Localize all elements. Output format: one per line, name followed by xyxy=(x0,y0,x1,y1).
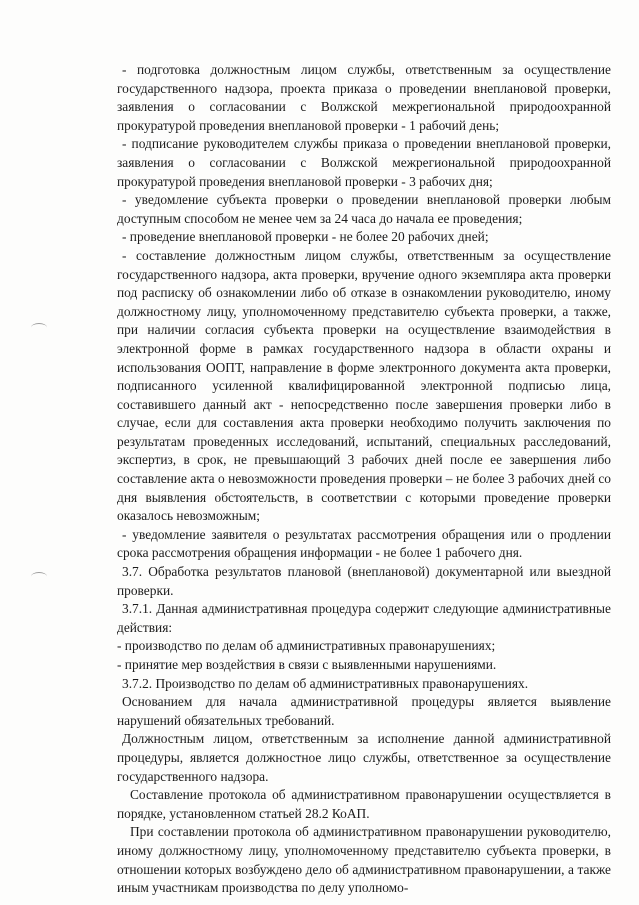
paragraph: Основанием для начала административной процедуры является выявление нарушений обязательных требований. xyxy=(117,694,611,728)
margin-scan-mark xyxy=(31,572,47,581)
paragraph: Составление протокола об административном правонарушении осуществляется в порядке, установленном статьей 28.2 КоАП. xyxy=(117,787,611,821)
paragraph: 3.7. Обработка результатов плановой (внеплановой) документарной или выездной проверки. xyxy=(117,564,611,598)
paragraph: - уведомление субъекта проверки о проведении внеплановой проверки любым доступным способом не менее чем за 24 часа до начала ее проведения; xyxy=(117,192,611,226)
paragraph: - подготовка должностным лицом службы, ответственным за осуществление государственного надзора, проекта приказа о проведении внеплановой проверки, заявления о согласовании с Волжской межрегиональной природоохранной прокуратурой проведения внеплановой проверки - 1 рабочий день; xyxy=(117,62,611,133)
paragraph: - подписание руководителем службы приказа о проведении внеплановой проверки, заявления о согласовании с Волжской межрегиональной природоохранной прокуратурой проведения внеплановой проверки - 3 рабочих дня; xyxy=(117,136,611,189)
paragraph: При составлении протокола об административном правонарушении руководителю, иному должностному лицу, уполномоченному представителю субъекта проверки, в отношении которых возбуждено дело об административном правонарушении, а также иным участникам производства по делу уполномо- xyxy=(117,824,611,896)
paragraph: - принятие мер воздействия в связи с выявленными нарушениями. xyxy=(117,657,497,672)
paragraph: - составление должностным лицом службы, ответственным за осуществление государственного надзора, акта проверки, вручение одного экземпляра акта проверки под расписку об ознакомлении либо об отказе в ознакомлении руководителю, иному должностному лицу, уполномоченному представителю субъекта проверки, а также, при наличии согласия субъекта проверки на осуществление взаимодействия в электронной форме в рамках государственного надзора в области охраны и использования ООПТ, направление в форме электронного документа акта проверки, подписанного усиленной квалифицированной электронной подписью лица, составившего данный акт - непосредственно после завершения проверки либо в случае, если для составления акта проверки необходимо получить заключения по результатам проведенных исследований, испытаний, специальных расследований, экспертиз, в срок, не превышающий 3 рабочих дней после ее завершения либо составление акта о невозможности проведения проверки – не более 3 рабочих дней со дня выявления обстоятельств, в соответствии с которыми проведение проверки оказалось невозможным; xyxy=(117,247,611,524)
document-body xyxy=(117,61,611,898)
paragraph: - проведение внеплановой проверки - не более 20 рабочих дней; xyxy=(122,229,489,245)
margin-scan-mark xyxy=(31,323,47,332)
paragraph: - уведомление заявителя о результатах рассмотрения обращения или о продлении срока рассмотрения обращения информации - не более 1 рабочего дня. xyxy=(117,526,611,561)
paragraph: 3.7.1. Данная административная процедура содержит следующие административные действия: xyxy=(117,601,611,635)
paragraph: 3.7.2. Производство по делам об административных правонарушениях. xyxy=(122,675,529,691)
paragraph: - производство по делам об административных правонарушениях; xyxy=(117,638,496,654)
paragraph: Должностным лицом, ответственным за исполнение данной административной процедуры, является должностное лицо службы, ответственное за осуществление государственного надзора. xyxy=(117,731,611,784)
